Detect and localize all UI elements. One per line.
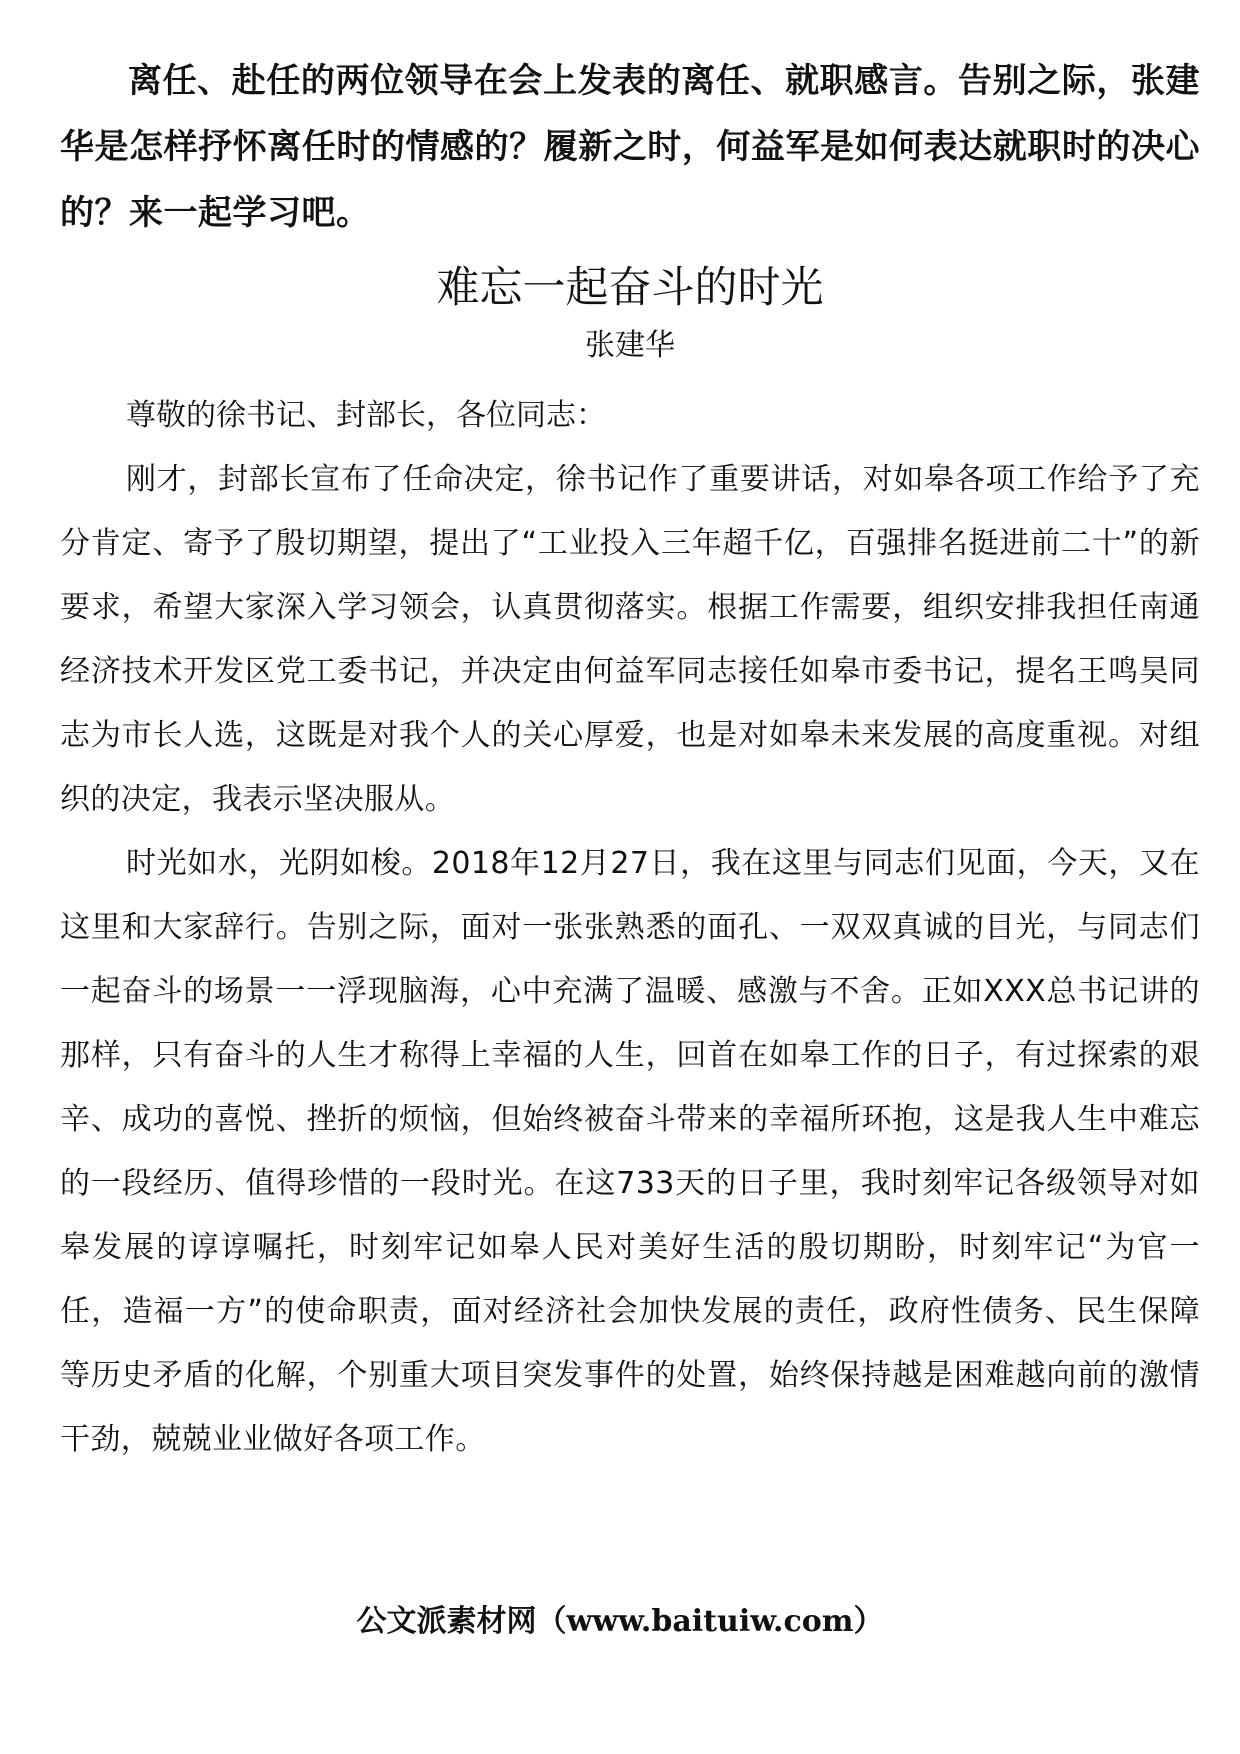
document-page (60, 48, 1200, 1472)
salutation: 尊敬的徐书记、封部长，各位同志： (126, 398, 606, 433)
article-author: 张建华 (585, 328, 675, 363)
body-paragraph-1: 刚才，封部长宣布了任命决定，徐书记作了重要讲话，对如皋各项工作给予了充分肯定、寄予了殷切期望，提出了“工业投入三年超千亿，百强排名挺进前二十”的新要求，希望大家深入学习领会，认真贯彻落实。根据工作需要，组织安排我担任南通经济技术开发区党工委书记，并决定由何益军同志接任如皋市委书记，提名王鸣昊同志为市长人选，这既是对我个人的关心厚爱，也是对如皋未来发展的高度重视。对组织的决定，我表示坚决服从。 (60, 462, 1200, 817)
article-title: 难忘一起奋斗的时光 (436, 263, 824, 313)
intro-paragraph: 离任、赴任的两位领导在会上发表的离任、就职感言。告别之际，张建华是怎样抒怀离任时的情感的？履新之时，何益军是如何表达就职时的决心的？来一起学习吧。 (60, 61, 1200, 233)
footer-source: 公文派素材网（www.baituiw.com） (356, 1604, 884, 1639)
body-paragraph-2: 时光如水，光阴如梭。2018年12月27日，我在这里与同志们见面，今天，又在这里和大家辞行。告别之际，面对一张张熟悉的面孔、一双双真诚的目光，与同志们一起奋斗的场景一一浮现脑海，心中充满了温暖、感激与不舍。正如XXX总书记讲的那样，只有奋斗的人生才称得上幸福的人生，回首在如皋工作的日子，有过探索的艰辛、成功的喜悦、挫折的烦恼，但始终被奋斗带来的幸福所环抱，这是我人生中难忘的一段经历、值得珍惜的一段时光。在这733天的日子里，我时刻牢记各级领导对如皋发展的谆谆嘱托，时刻牢记如皋人民对美好生活的殷切期盼，时刻牢记“为官一任，造福一方”的使命职责，面对经济社会加快发展的责任，政府性债务、民生保障等历史矛盾的化解，个别重大项目突发事件的处置，始终保持越是困难越向前的激情干劲，兢兢业业做好各项工作。 (60, 846, 1200, 1457)
